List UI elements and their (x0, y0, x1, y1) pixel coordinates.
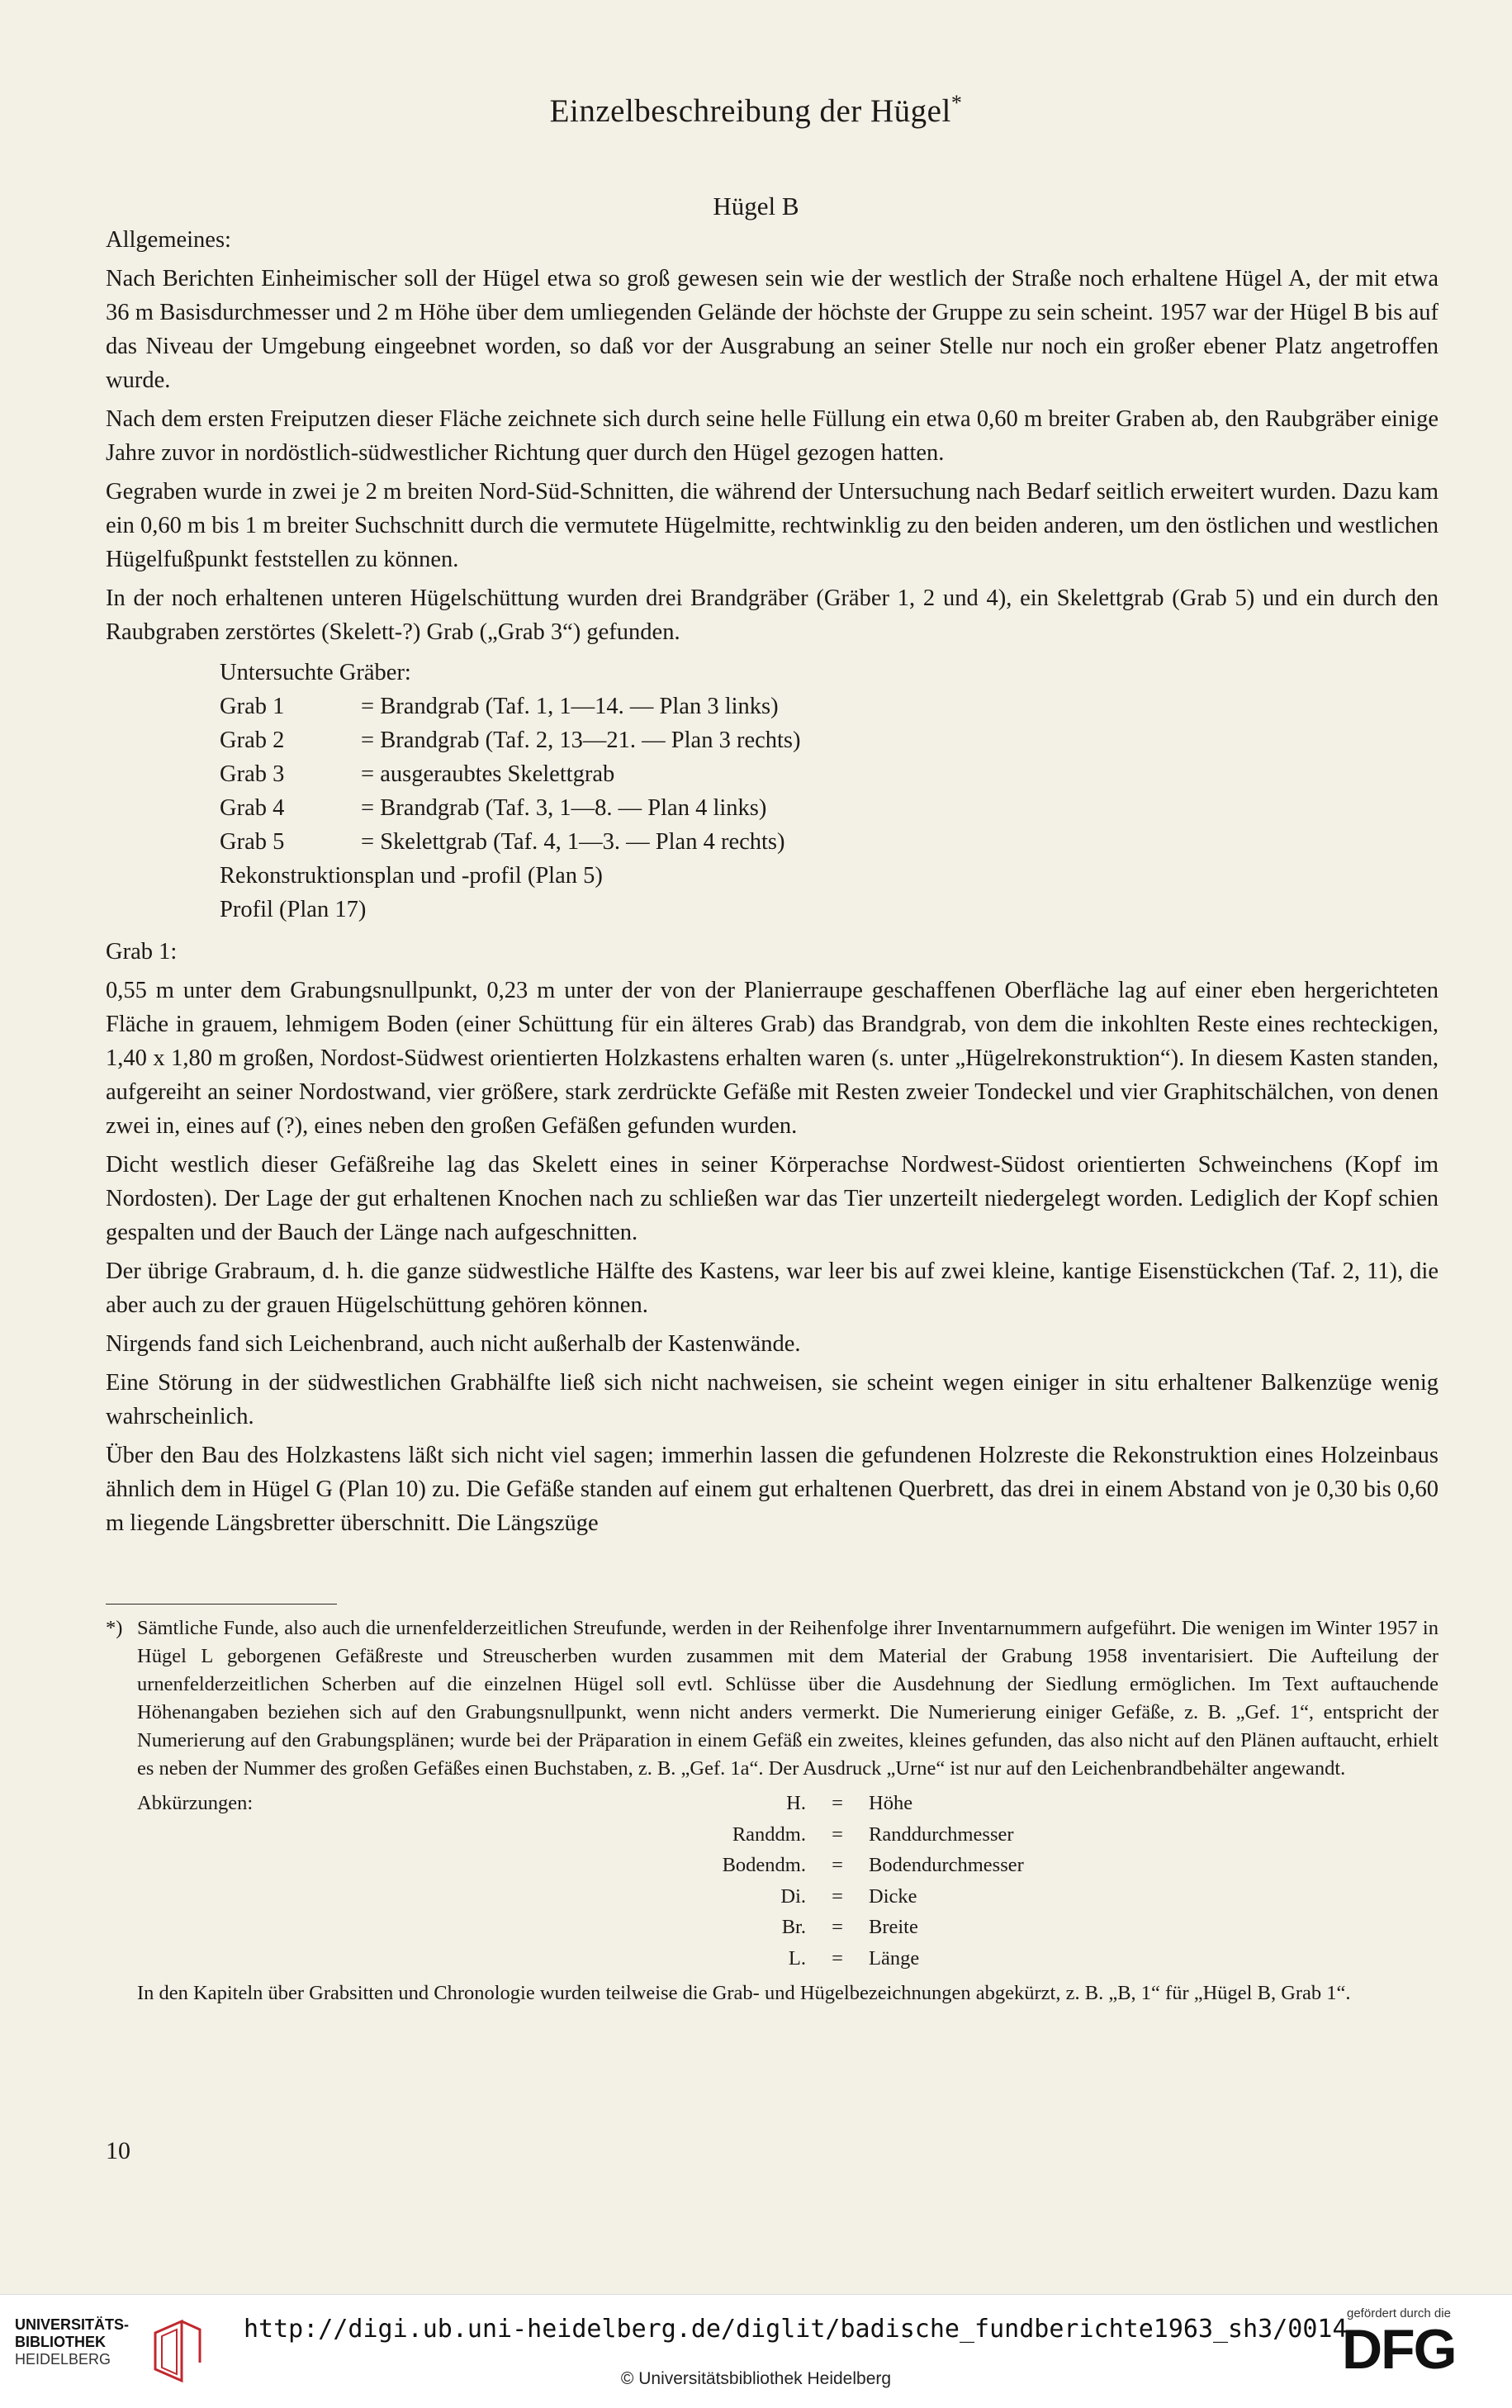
paragraph: Über den Bau des Holzkastens läßt sich nicht viel sagen; immerhin lassen die gefundenen Holzreste die Rekonstruktion eines Holzeinbaus ähnlich dem in Hügel G (Plan 10) zu. Die Gefäße standen auf einem gut erhaltenen Querbrett, das drei in einem Abstand von je 0,30 bis 0,60 m liegende Längsbretter überschnitt. Die Längszüge (106, 1443, 1439, 1536)
footnote-mark: *) (106, 1617, 123, 1639)
abbreviation-row: Bodendm. = Bodendurchmesser (722, 1854, 1024, 1876)
paragraph: Dicht westlich dieser Gefäßreihe lag das Skelett eines in seiner Körperachse Nordwest-Südost orientierten Schweinchens (Kopf im Nordosten). Der Lage der gut erhaltenen Knochen nach zu schließen war das Tier unzerteilt niedergelegt worden. Lediglich der Kopf schien gespalten und der Bauch der Länge nach aufgeschnitten. (106, 1152, 1439, 1245)
graves-list-heading: Untersuchte Gräber: (220, 660, 411, 685)
page-number: 10 (106, 2137, 130, 2164)
paragraph: Der übrige Grabraum, d. h. die ganze südwestliche Hälfte des Kastens, war leer bis auf zwei kleine, kantige Eisenstückchen (Taf. 2, 11), die aber auch zu der grauen Hügelschüttung gehören können. (106, 1259, 1439, 1318)
footnote-text: Sämtliche Funde, also auch die urnenfelderzeitlichen Streufunde, werden in der Reihenfolge ihrer Inventarnummern aufgeführt. Die wenigen im Winter 1957 in Hügel L geborgenen Gefäßreste und Streuscherben wurden zusammen mit dem Material der Grabung 1958 inventarisiert. Die Aufteilung der urnenfelderzeitlichen Scherben auf die einzelnen Hügel soll evtl. Schlüsse über die Ausdehnung der Siedlung ermöglichen. Im Text auftauchende Höhenangaben beziehen sich auf den Grabungsnullpunkt, wenn nicht anders vermerkt. Die Numerierung einiger Gefäße, z. B. „Gef. 1“, entspricht der Numerierung auf den Grabungsplänen; wurde bei der Präparation in einem Gefäß ein zweites, kleines gefunden, das also nicht auf den Plänen auftaucht, erhielt es neben der Nummer des großen Gefäßes einen Buchstaben, z. B. „Gef. 1a“. Der Ausdruck „Urne“ ist nur auf den Leichenbrandbehälter angewandt. (137, 1617, 1439, 1780)
list-item: Grab 1 = Brandgrab (Taf. 1, 1—14. — Plan 3 links) (220, 694, 779, 719)
main-text (106, 223, 1439, 1545)
paragraph: 0,55 m unter dem Grabungsnullpunkt, 0,23 m unter der von der Planierraupe geschaffenen Oberfläche lag auf einer eben hergerichteten Fläche in grauem, lehmigem Boden (einer Schüttung für ein älteres Grab) das Brandgrab, von dem die inkohlten Reste eines rechteckigen, 1,40 x 1,80 m großen, Nordost-Südwest orientierten Holzkastens erhalten waren (s. unter „Hügelrekonstruktion“). In diesem Kasten standen, aufgereiht an seiner Nordostwand, vier größere, stark zerdrückte Gefäße mit Resten zweier Tondeckel und vier Graphitschälchen, von denen zwei in, eines auf (?), eines neben den großen Gefäßen gefunden wurden. (106, 978, 1439, 1139)
paragraph: Nach Berichten Einheimischer soll der Hügel etwa so groß gewesen sein wie der westlich der Straße noch erhaltene Hügel A, der mit etwa 36 m Basisdurchmesser und 2 m Höhe über dem umliegenden Gelände der höchste der Gruppe zu sein scheint. 1957 war der Hügel B bis auf das Niveau der Umgebung eingeebnet worden, so daß vor der Ausgrabung an seiner Stelle nur noch ein großer ebener Platz angetroffen wurde. (106, 266, 1439, 393)
paragraph: Eine Störung in der südwestlichen Grabhälfte ließ sich nicht nachweisen, sie scheint wegen einiger in situ erhaltener Balkenzüge wenig wahrscheinlich. (106, 1370, 1439, 1429)
viewer-footer (0, 2294, 1512, 2408)
abbreviation-row: H. = Höhe (786, 1792, 913, 1814)
paragraph: Nirgends fand sich Leichenbrand, auch nicht außerhalb der Kastenwände. (106, 1331, 801, 1357)
permalink[interactable]: http://digi.ub.uni-heidelberg.de/diglit/badische_fundberichte1963_sh3/0014 (244, 2315, 1348, 2344)
title-footnote-mark: * (950, 91, 963, 115)
abbreviations (106, 1789, 1439, 1979)
paragraph: In der noch erhaltenen unteren Hügelschüttung wurden drei Brandgräber (Gräber 1, 2 und 4), ein Skelettgrab (Grab 5) und ein durch den Raubgraben zerstörtes (Skelett-?) Grab („Grab 3“) gefunden. (106, 585, 1439, 645)
list-item: Grab 4 = Brandgrab (Taf. 3, 1—8. — Plan 4 links) (220, 795, 767, 821)
heading-allgemeines: Allgemeines: (106, 227, 231, 253)
sponsor-logo: gefördert durch die DFG (1342, 2306, 1456, 2381)
library-logo: UNIVERSITÄTS- BIBLIOTHEK HEIDELBERG (15, 2316, 130, 2368)
abbreviations-heading: Abkürzungen: (137, 1792, 254, 1814)
abbreviation-row: Randdm. = Randdurchmesser (732, 1823, 1014, 1846)
list-item: Rekonstruktionsplan und -profil (Plan 5) (220, 863, 603, 889)
list-item: Profil (Plan 17) (220, 897, 367, 922)
paragraph: Nach dem ersten Freiputzen dieser Fläche zeichnete sich durch seine helle Füllung ein etwa 0,60 m breiter Graben ab, den Raubgräber einige Jahre zuvor in nordöstlich-südwestlicher Richtung quer durch den Hügel gezogen hatten. (106, 406, 1439, 466)
page-title: Einzelbeschreibung der Hügel* (549, 91, 963, 129)
graves-list (220, 656, 1439, 927)
footnote-text-after: In den Kapiteln über Grabsitten und Chronologie wurden teilweise die Grab- und Hügelbezeichnungen abgekürzt, z. B. „B, 1“ für „Hügel B, Grab 1“. (137, 1982, 1351, 2004)
copyright-notice: © Universitätsbibliothek Heidelberg (620, 2369, 892, 2388)
list-item: Grab 2 = Brandgrab (Taf. 2, 13—21. — Plan 3 rechts) (220, 728, 801, 753)
paragraph: Gegraben wurde in zwei je 2 m breiten Nord-Süd-Schnitten, die während der Untersuchung nach Bedarf seitlich erweitert wurden. Dazu kam ein 0,60 m bis 1 m breiter Suchschnitt durch die vermutete Hügelmitte, rechtwinklig zu den beiden anderen, um den östlichen und westlichen Hügelfußpunkt feststellen zu können. (106, 479, 1439, 572)
abbreviation-row: Br. = Breite (781, 1916, 918, 1938)
list-item: Grab 5 = Skelettgrab (Taf. 4, 1—3. — Plan 4 rechts) (220, 829, 785, 855)
footnote-divider (106, 1604, 337, 1605)
footnote (106, 1614, 1439, 2007)
abbreviation-row: Di. = Dicke (780, 1884, 917, 1908)
list-item: Grab 3 = ausgeraubtes Skelettgrab (220, 761, 615, 787)
abbreviation-row: L. = Länge (788, 1946, 920, 1970)
section-subtitle: Hügel B (713, 192, 799, 220)
heading-grab-1: Grab 1: (106, 939, 178, 965)
